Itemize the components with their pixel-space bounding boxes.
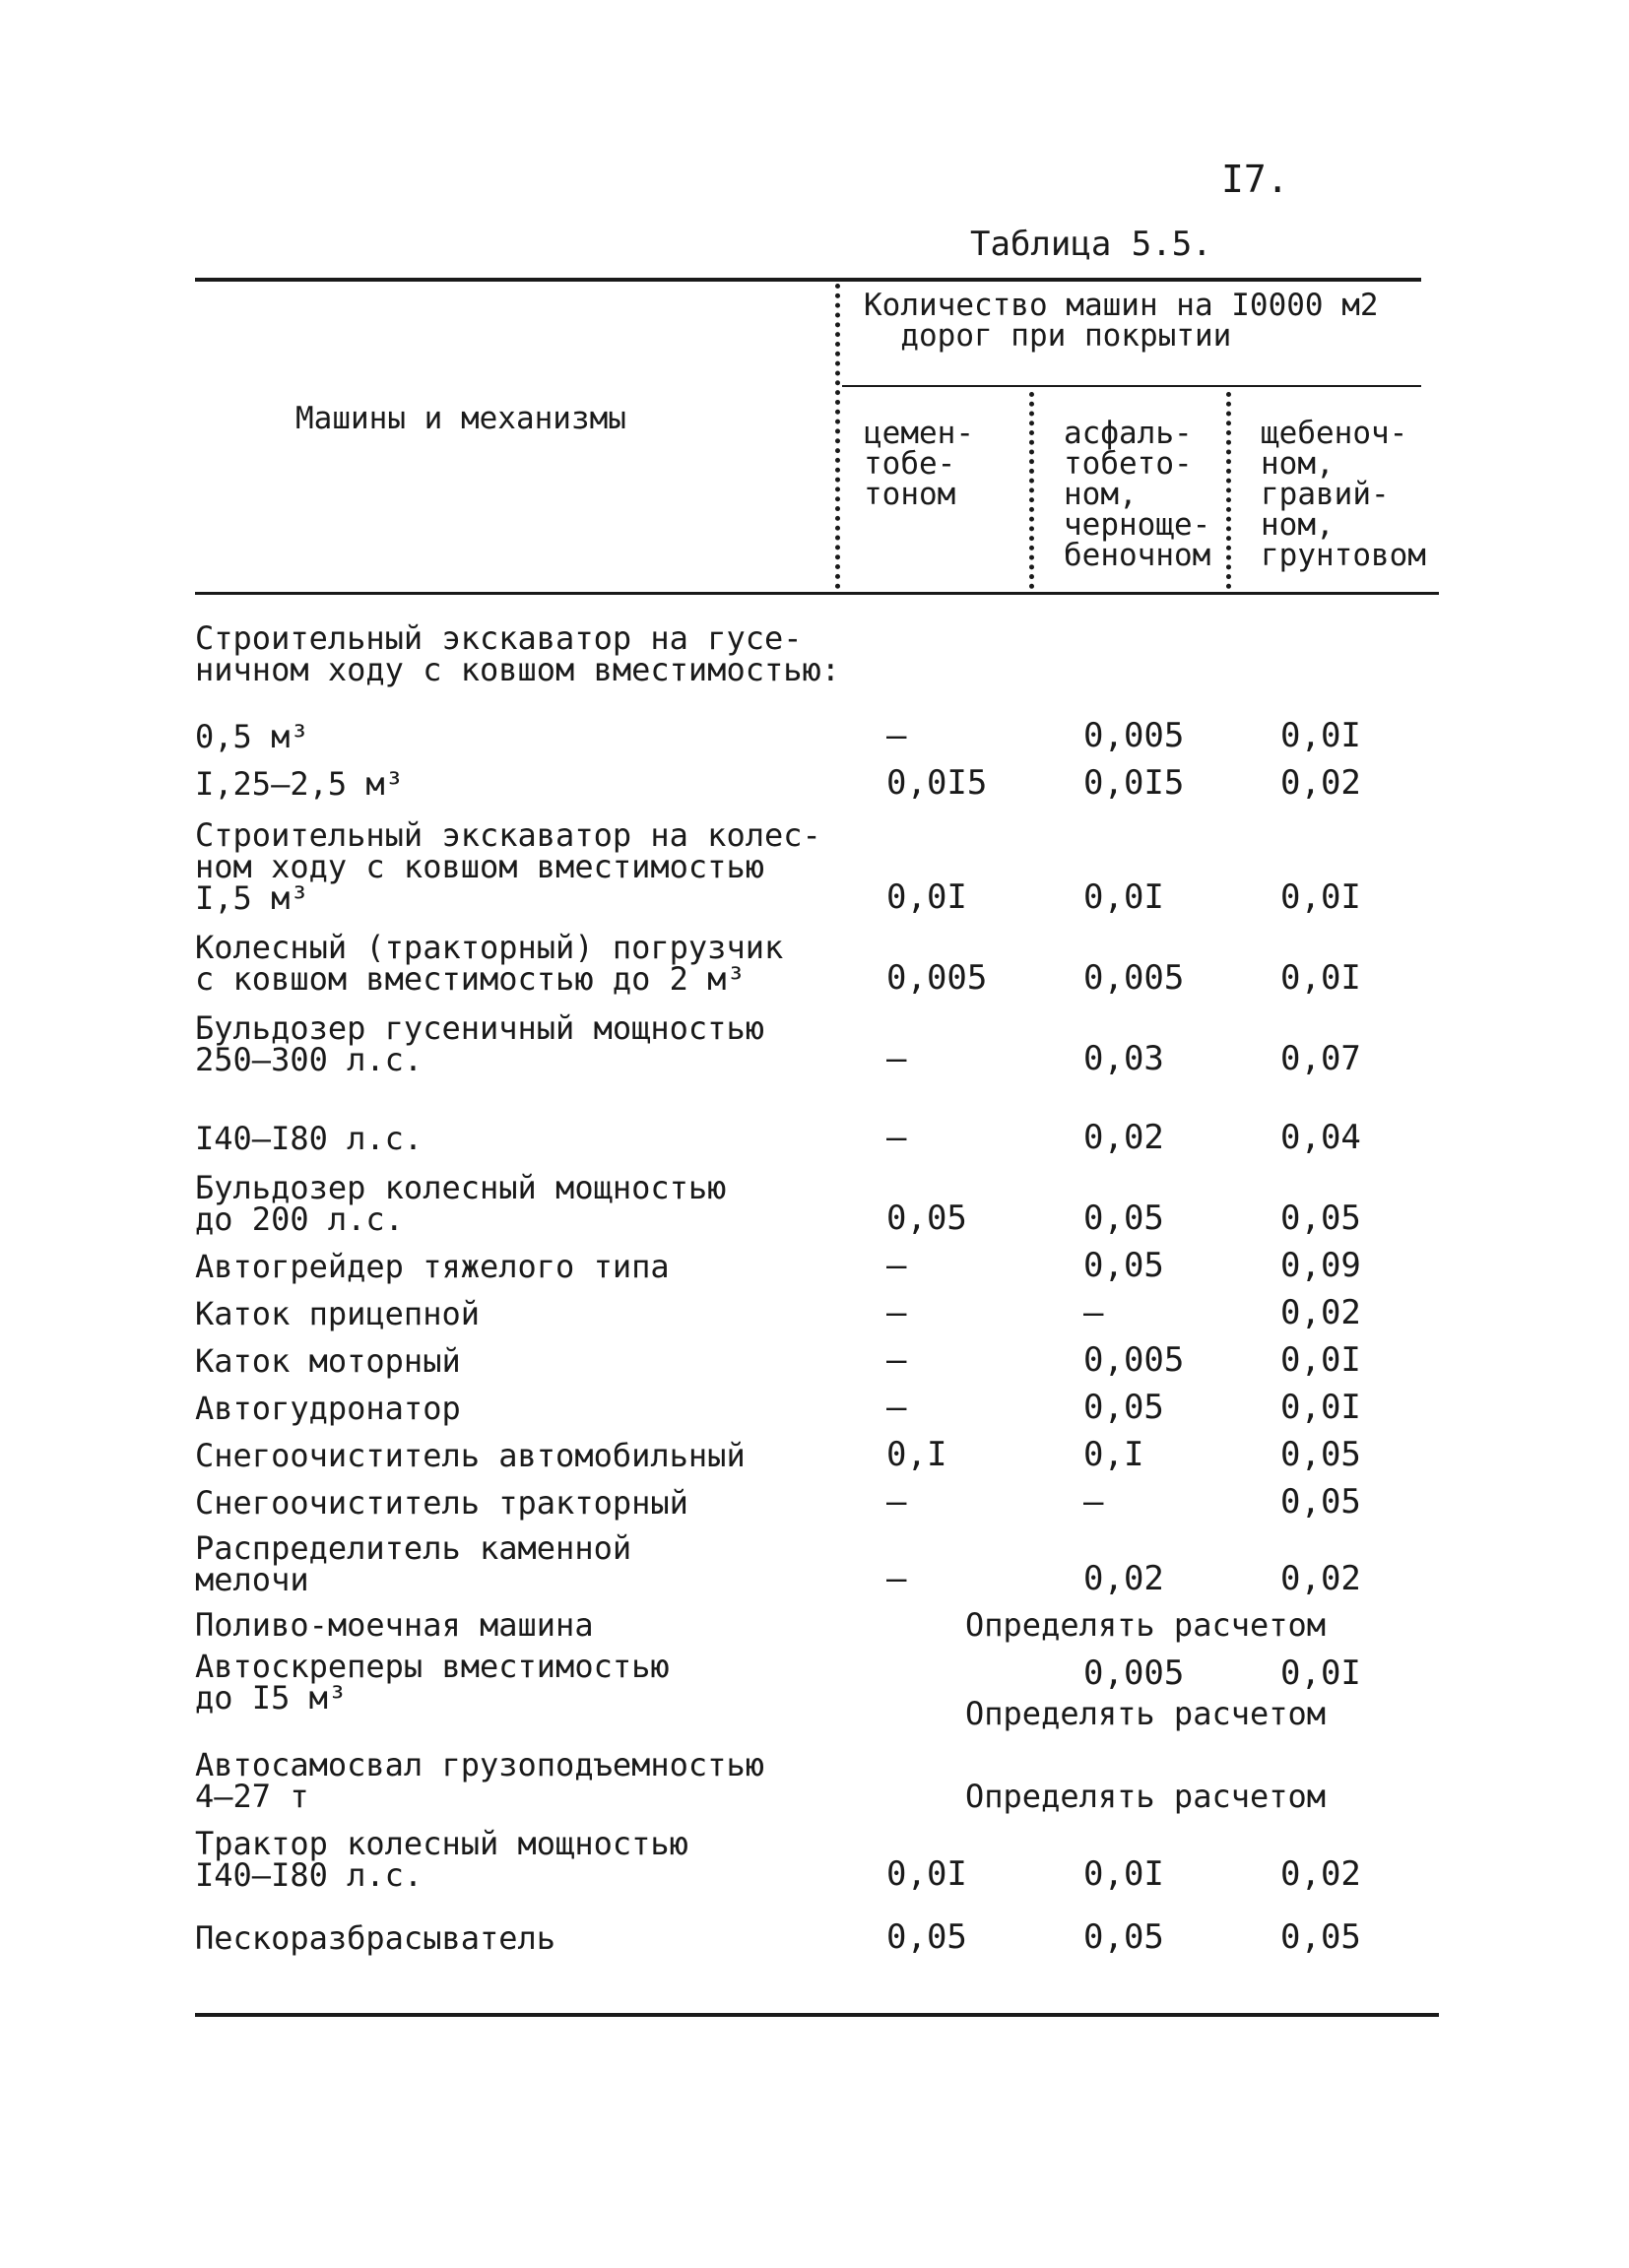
cell-cement: 0,05 — [886, 1917, 967, 1957]
table-top-rule — [195, 278, 1421, 282]
cell-crushed-stone: 0,02 — [1280, 1559, 1361, 1598]
cell-cement: 0,0I5 — [886, 763, 988, 803]
row-label: Автогудронатор — [195, 1390, 461, 1427]
cell-asphalt: 0,005 — [1083, 958, 1185, 998]
row-label: Поливо-моечная машина — [195, 1606, 594, 1644]
cell-cement: 0,0I — [886, 1854, 967, 1894]
row-label: Бульдозер колесный мощностью до 200 л.с. — [195, 1169, 727, 1238]
cell-asphalt: 0,05 — [1083, 1199, 1164, 1238]
header-divider-dots — [1226, 392, 1231, 589]
section-heading-tracked-excavator: Строительный экскаватор на гусе- ничном ходу с ковшом вместимостью: — [195, 619, 841, 688]
header-col-cement-concrete: цемен- тобе- тоном — [864, 416, 974, 512]
cell-crushed-stone: 0,0I — [1280, 877, 1361, 917]
table-row — [0, 1337, 1629, 1380]
table-row — [0, 711, 1629, 755]
table-row — [0, 1432, 1629, 1474]
cell-crushed-stone: 0,0I — [1280, 1340, 1361, 1380]
cell-cement: – — [886, 1388, 907, 1427]
cell-asphalt: – — [1083, 1482, 1104, 1522]
table-row — [0, 1603, 1629, 1644]
row-label: Снегоочиститель автомобильный — [195, 1437, 746, 1474]
table-row — [0, 1479, 1629, 1522]
header-subrule — [842, 385, 1421, 387]
table-row — [0, 1911, 1629, 1957]
cell-cement: – — [886, 1246, 907, 1285]
table-row — [0, 928, 1629, 998]
header-col-asphalt-concrete: асфаль- тобето- ном, черноще- беночном — [1064, 416, 1211, 573]
cell-asphalt: 0,05 — [1083, 1388, 1164, 1427]
header-col-crushed-stone: щебеноч- ном, гравий- ном, грунтовом — [1261, 416, 1426, 573]
cell-asphalt: 0,02 — [1083, 1559, 1164, 1598]
cell-crushed-stone: 0,05 — [1280, 1917, 1361, 1957]
row-label: Бульдозер гусеничный мощностью 250–300 л.с. — [195, 1009, 764, 1078]
row-label: Снегоочиститель тракторный — [195, 1484, 688, 1522]
cell-crushed-stone: 0,0I — [1280, 958, 1361, 998]
row-label: Распределитель каменной мелочи — [195, 1529, 632, 1598]
row-label: Автоскреперы вместимостью до I5 м³ — [195, 1648, 670, 1717]
table-row — [0, 1526, 1629, 1598]
cell-asphalt: 0,03 — [1083, 1039, 1164, 1078]
cell-crushed-stone: 0,02 — [1280, 1293, 1361, 1332]
cell-cement: – — [886, 1482, 907, 1522]
row-label: I,25–2,5 м³ — [195, 765, 404, 803]
header-divider-dots — [1029, 392, 1034, 589]
cell-cement: – — [886, 1118, 907, 1157]
cell-asphalt: 0,005 — [1083, 1340, 1185, 1380]
table-row — [0, 1290, 1629, 1332]
table-caption: Таблица 5.5. — [970, 225, 1212, 264]
cell-asphalt: 0,I — [1083, 1435, 1144, 1474]
row-label: Колесный (тракторный) погрузчик с ковшом вместимостью до 2 м³ — [195, 929, 784, 998]
cell-crushed-stone: 0,0I — [1280, 716, 1361, 755]
cell-cement: – — [886, 716, 907, 755]
cell-asphalt: 0,005 — [1083, 1653, 1185, 1693]
table-row — [0, 1166, 1629, 1238]
table-row — [0, 813, 1629, 917]
cell-crushed-stone: 0,07 — [1280, 1039, 1361, 1078]
cell-crushed-stone: 0,09 — [1280, 1246, 1361, 1285]
table-row — [0, 1113, 1629, 1157]
cell-asphalt: 0,05 — [1083, 1917, 1164, 1957]
cell-cement: 0,005 — [886, 958, 988, 998]
cell-determine-by-calculation: Определять расчетом — [965, 1606, 1327, 1644]
cell-asphalt: – — [1083, 1293, 1104, 1332]
cell-crushed-stone: 0,02 — [1280, 763, 1361, 803]
cell-determine-by-calculation: Определять расчетом — [965, 1695, 1327, 1732]
cell-asphalt: 0,0I — [1083, 1854, 1164, 1894]
header-machines: Машины и механизмы — [295, 401, 626, 436]
cell-cement: – — [886, 1293, 907, 1332]
header-divider-dots — [835, 284, 840, 589]
header-bottom-rule — [195, 592, 1439, 595]
row-label: Каток прицепной — [195, 1295, 480, 1332]
row-label: Каток моторный — [195, 1342, 461, 1380]
header-quantity: Количество машин на I0000 м2 дорог при покрытии — [864, 288, 1379, 354]
cell-cement: 0,05 — [886, 1199, 967, 1238]
table-row — [0, 1648, 1629, 1732]
cell-cement: 0,I — [886, 1435, 947, 1474]
cell-determine-by-calculation: Определять расчетом — [965, 1778, 1327, 1815]
row-label: Пескоразбрасыватель — [195, 1919, 556, 1957]
row-label: Автогрейдер тяжелого типа — [195, 1248, 670, 1285]
page-number: I7. — [1221, 158, 1289, 201]
table-row — [0, 1006, 1629, 1078]
row-label: Строительный экскаватор на колес- ном ходу с ковшом вместимостью I,5 м³ — [195, 816, 821, 917]
row-label: Трактор колесный мощностью I40–I80 л.с. — [195, 1825, 688, 1894]
cell-asphalt: 0,0I5 — [1083, 763, 1185, 803]
table-row — [0, 1243, 1629, 1285]
row-label: I40–I80 л.с. — [195, 1120, 424, 1157]
cell-asphalt: 0,05 — [1083, 1246, 1164, 1285]
cell-crushed-stone: 0,0I — [1280, 1388, 1361, 1427]
row-label: 0,5 м³ — [195, 718, 309, 755]
cell-asphalt: 0,005 — [1083, 716, 1185, 755]
table-row — [0, 1743, 1629, 1815]
cell-crushed-stone: 0,05 — [1280, 1482, 1361, 1522]
table-row — [0, 1822, 1629, 1894]
row-label: Автосамосвал грузоподъемностью 4–27 т — [195, 1746, 764, 1815]
cell-crushed-stone: 0,05 — [1280, 1435, 1361, 1474]
cell-cement: 0,0I — [886, 877, 967, 917]
cell-crushed-stone: 0,0I — [1280, 1653, 1361, 1693]
cell-cement: – — [886, 1039, 907, 1078]
cell-asphalt: 0,0I — [1083, 877, 1164, 917]
cell-crushed-stone: 0,04 — [1280, 1118, 1361, 1157]
cell-crushed-stone: 0,02 — [1280, 1854, 1361, 1894]
cell-cement: – — [886, 1340, 907, 1380]
cell-asphalt: 0,02 — [1083, 1118, 1164, 1157]
table-bottom-rule — [195, 2013, 1439, 2017]
table-row — [0, 754, 1629, 803]
cell-crushed-stone: 0,05 — [1280, 1199, 1361, 1238]
cell-cement: – — [886, 1559, 907, 1598]
table-row — [0, 1385, 1629, 1427]
